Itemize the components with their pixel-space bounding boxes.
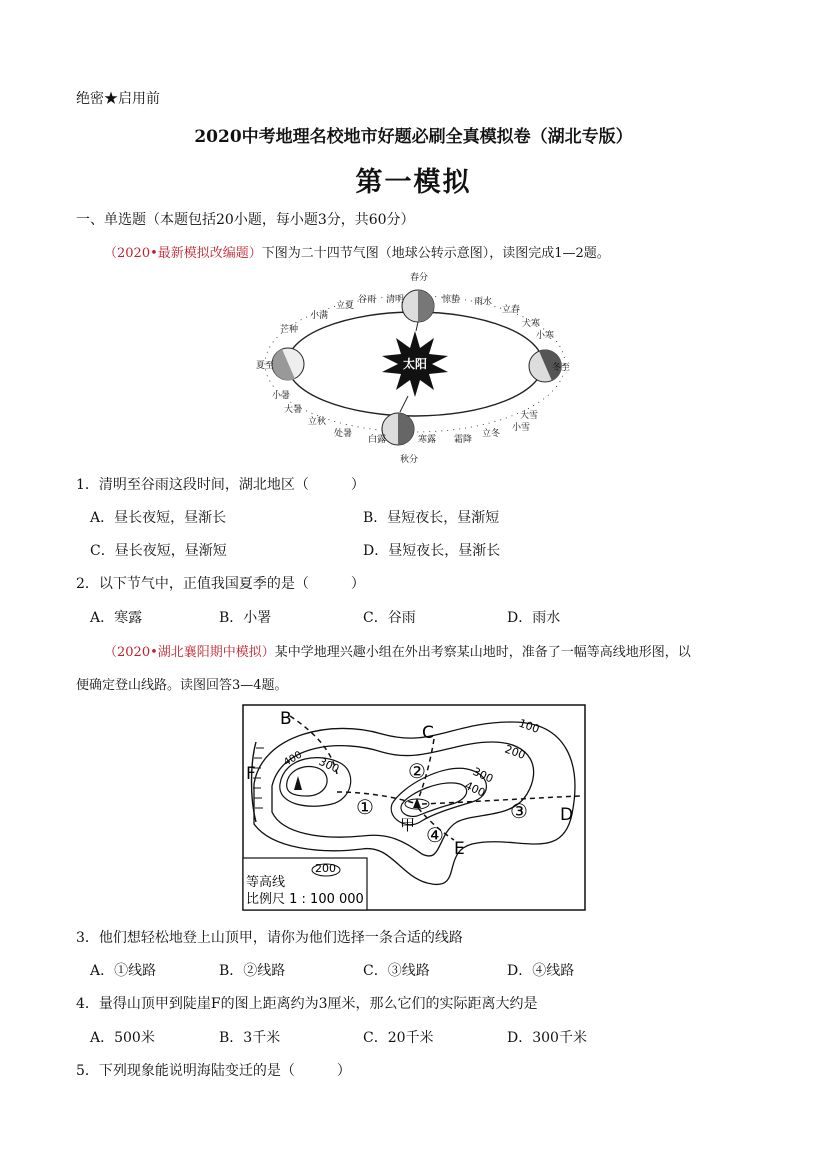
route-1-label: ①: [356, 795, 374, 819]
point-d-label: D: [560, 805, 574, 825]
q2-stem: 2．以下节气中，正值我国夏季的是（ ）: [76, 576, 365, 592]
solar-term-label: 清明: [386, 295, 405, 305]
q5-stem: 5．下列现象能说明海陆变迁的是（ ）: [76, 1063, 351, 1079]
legend-name: 等高线: [246, 875, 286, 890]
route-4-label: ④: [426, 823, 444, 847]
solar-term-label: 立夏: [336, 301, 355, 311]
solar-term-label: 处暑: [334, 429, 353, 439]
solar-term-label: 小暑: [272, 391, 291, 401]
point-b-label: B: [280, 709, 292, 729]
solar-term-label: 小雪: [512, 423, 531, 433]
contour-map: [242, 704, 586, 911]
solar-term-label: 立冬: [482, 429, 501, 439]
earth-spring: [402, 290, 434, 322]
solar-term-label: 寒露: [418, 435, 437, 445]
q1-option-c[interactable]: C．昼长夜短，昼渐短: [90, 543, 227, 559]
intro-1-text: 下图为二十四节气图（地球公转示意图），读图完成1—2题。: [261, 246, 610, 261]
intro-1: [104, 242, 610, 261]
q3-option-b[interactable]: B．②线路: [219, 963, 286, 979]
solar-term-label: 雨水: [474, 297, 493, 307]
q1-stem: 1．清明至谷雨这段时间，湖北地区（ ）: [76, 477, 365, 493]
q4-option-b[interactable]: B．3千米: [219, 1030, 281, 1046]
q3-option-d[interactable]: D．④线路: [507, 963, 575, 979]
intro-2-source: （2020•湖北襄阳期中模拟）: [104, 645, 275, 660]
map-scale: 比例尺 1 : 100 000: [246, 892, 364, 907]
intro-2-text: 某中学地理兴趣小组在外出考察某山地时，准备了一幅等高线地形图，以: [274, 645, 691, 660]
solar-term-label: 春分: [410, 273, 429, 283]
q4-option-a[interactable]: A．500米: [90, 1030, 155, 1046]
q4-stem: 4．量得山顶甲到陡崖F的图上距离约为3厘米，那么它们的实际距离大约是: [76, 996, 538, 1012]
solar-term-label: 惊蛰: [442, 295, 461, 305]
solar-term-label: 霜降: [454, 435, 473, 445]
secret-label: 绝密★启用前: [76, 91, 160, 107]
solar-term-label: 大雪: [520, 411, 539, 421]
q2-option-d[interactable]: D．雨水: [507, 610, 561, 626]
contour-400-west: 400: [282, 749, 305, 769]
contour-300-west: 300: [316, 754, 342, 776]
solar-term-label: 冬至: [552, 363, 571, 373]
q2-option-a[interactable]: A．寒露: [90, 610, 143, 626]
intro-2: [104, 641, 691, 660]
q4-option-d[interactable]: D．300千米: [507, 1030, 587, 1046]
intro-2-text-cont: 便确定登山线路。读图回答3—4题。: [76, 678, 288, 693]
solar-term-label: 谷雨: [358, 295, 377, 305]
solar-term-label: 大寒: [522, 319, 541, 329]
sun: [382, 331, 448, 397]
document-title: 2020中考地理名校地市好题必刷全真模拟卷（湖北专版）: [194, 127, 633, 147]
sun-label: 太阳: [402, 357, 428, 371]
solar-term-label: 白露: [368, 435, 387, 445]
q4-option-c[interactable]: C．20千米: [363, 1030, 434, 1046]
contour-100: 100: [516, 716, 542, 737]
q3-option-c[interactable]: C．③线路: [363, 963, 430, 979]
contour-400-east: 400: [462, 778, 488, 800]
solar-term-label: 大暑: [284, 405, 303, 415]
solar-term-label: 小寒: [536, 331, 555, 341]
point-e-label: E: [454, 839, 465, 859]
point-c-label: C: [422, 723, 434, 743]
earth-autumn: [382, 413, 414, 445]
point-f-label: F: [246, 764, 256, 784]
document-subtitle: 第一模拟: [355, 167, 472, 198]
solar-terms-diagram: [250, 266, 590, 466]
contour-200: 200: [502, 742, 528, 763]
solar-term-label: 夏至: [256, 361, 275, 371]
solar-term-label: 立秋: [308, 417, 327, 427]
q2-option-b[interactable]: B．小署: [219, 610, 272, 626]
q2-option-c[interactable]: C．谷雨: [363, 610, 416, 626]
q1-option-b[interactable]: B．昼短夜长，昼渐短: [363, 510, 500, 526]
point-jia-label: 甲: [400, 816, 416, 834]
solar-term-label: 芒种: [280, 325, 299, 335]
q1-option-d[interactable]: D．昼短夜长，昼渐长: [363, 543, 501, 559]
earth-summer: [272, 348, 304, 380]
q3-stem: 3．他们想轻松地登上山顶甲，请你为他们选择一条合适的线路: [76, 930, 463, 946]
route-2-label: ②: [408, 759, 426, 783]
q3-option-a[interactable]: A．①线路: [90, 963, 157, 979]
legend-value: 200: [315, 862, 336, 875]
solar-term-label: 小满: [310, 311, 329, 321]
solar-term-label: 秋分: [400, 455, 419, 465]
intro-1-source: （2020•最新模拟改编题）: [104, 246, 262, 261]
contour-300-east: 300: [470, 764, 496, 786]
section-heading: 一、单选题（本题包括20小题，每小题3分，共60分）: [76, 212, 415, 228]
solar-term-label: 立春: [502, 305, 521, 315]
q1-option-a[interactable]: A．昼长夜短，昼渐长: [90, 510, 227, 526]
route-3-label: ③: [510, 799, 528, 823]
